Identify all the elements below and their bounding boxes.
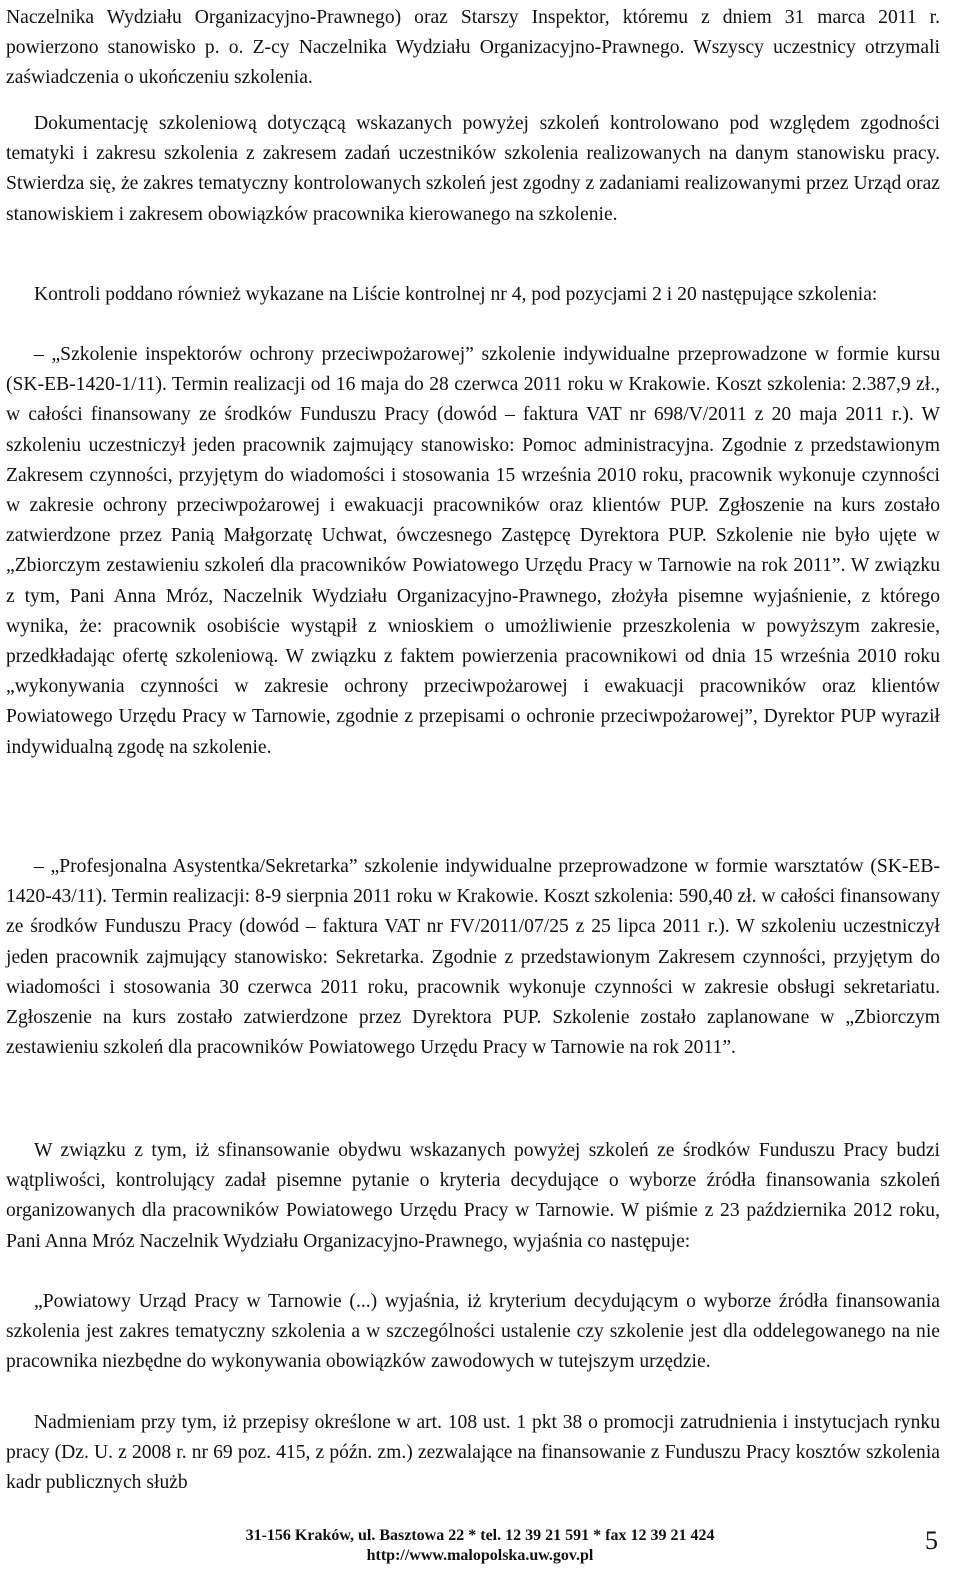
- page-footer: [0, 1526, 960, 1566]
- footer-url[interactable]: http://www.malopolska.uw.gov.pl: [366, 1547, 594, 1564]
- paragraph-quoted-explanation: „Powiatowy Urząd Pracy w Tarnowie (...) wyjaśnia, iż kryterium decydującym o wyborze źródła finansowania szkolenia jest zakres tematyczny szkolenia a w szczególności ustalenie czy szkolenie jest dla oddelegowanego na nie pracownika niezbędne do wykonywania obowiązków zawodowych w tutejszym urzędzie.: [6, 1291, 940, 1373]
- paragraph-training-documentation: Dokumentację szkoleniową dotyczącą wskazanych powyżej szkoleń kontrolowano pod względem zgodności tematyki i zakresu szkolenia z zakresem zadań uczestników szkolenia realizowanych na danym stanowisku pracy. Stwierdza się, że zakres tematyczny kontrolowanych szkoleń jest zgodny z zadaniami realizowanymi przez Urząd oraz stanowiskiem i zakresem obowiązków pracownika kierowanego na szkolenie.: [6, 113, 940, 225]
- footer-address: 31-156 Kraków, ul. Basztowa 22 * tel. 12 39 21 591 * fax 12 39 21 424: [245, 1527, 715, 1544]
- paragraph-continuation: Naczelnika Wydziału Organizacyjno-Prawnego) oraz Starszy Inspektor, któremu z dniem 31 marca 2011 r. powierzono stanowisko p. o. Z-cy Naczelnika Wydziału Organizacyjno-Prawnego. Wszyscy uczestnicy otrzymali zaświadczenia o ukończeniu szkolenia.: [6, 7, 940, 89]
- paragraph-secretary-training: – „Profesjonalna Asystentka/Sekretarka” szkolenie indywidualne przeprowadzone w formie warsztatów (SK-EB-1420-43/11). Termin realizacji: 8-9 sierpnia 2011 roku w Krakowie. Koszt szkolenia: 590,40 zł. w całości finansowany ze środków Funduszu Pracy (dowód – faktura VAT nr FV/2011/07/25 z 25 lipca 2011 r.). W szkoleniu uczestniczył jeden pracownik zajmujący stanowisko: Sekretarka. Zgodnie z przedstawionym Zakresem czynności, przyjętym do wiadomości i stosowania 30 czerwca 2011 roku, pracownik wykonuje czynności w zakresie obsługi sekretariatu. Zgłoszenie na kurs zostało zatwierdzone przez Dyrektora PUP. Szkolenie zostało zaplanowane w „Zbiorczym zestawieniu szkoleń dla pracowników Powiatowego Urzędu Pracy w Tarnowie na rok 2011”.: [6, 856, 940, 1059]
- paragraph-financing-question: W związku z tym, iż sfinansowanie obydwu wskazanych powyżej szkoleń ze środków Funduszu Pracy budzi wątpliwości, kontrolujący zadał pisemne pytanie o kryteria decydujące o wyborze źródła finansowania szkoleń organizowanych dla pracowników Powiatowego Urzędu Pracy w Tarnowie. W piśmie z 23 października 2012 roku, Pani Anna Mróz Naczelnik Wydziału Organizacyjno-Prawnego, wyjaśnia co następuje:: [6, 1140, 940, 1252]
- page-number: 5: [925, 1526, 938, 1555]
- paragraph-fire-safety-training: – „Szkolenie inspektorów ochrony przeciwpożarowej” szkolenie indywidualne przeprowadzone w formie kursu (SK-EB-1420-1/11). Termin realizacji od 16 maja do 28 czerwca 2011 roku w Krakowie. Koszt szkolenia: 2.387,9 zł., w całości finansowany ze środków Funduszu Pracy (dowód – faktura VAT nr 698/V/2011 z 20 maja 2011 r.). W szkoleniu uczestniczył jeden pracownik zajmujący stanowisko: Pomoc administracyjna. Zgodnie z przedstawionym Zakresem czynności, przyjętym do wiadomości i stosowania 15 września 2010 roku, pracownik wykonuje czynności w zakresie ochrony przeciwpożarowej i ewakuacji pracowników oraz klientów PUP. Zgłoszenie na kurs zostało zatwierdzone przez Panią Małgorzatę Uchwat, ówczesnego Zastępcę Dyrektora PUP. Szkolenie nie było ujęte w „Zbiorczym zestawieniu szkoleń dla pracowników Powiatowego Urzędu Pracy w Tarnowie na rok 2011”. W związku z tym, Pani Anna Mróz, Naczelnik Wydziału Organizacyjno-Prawnego, złożyła pisemne wyjaśnienie, z którego wynika, że: pracownik osobiście wystąpił z wnioskiem o umożliwienie przeszkolenia w powyższym zakresie, przedkładając ofertę szkoleniową. W związku z faktem powierzenia pracownikowi od dnia 15 września 2010 roku „wykonywania czynności w zakresie ochrony przeciwpożarowej i ewakuacji pracowników oraz klientów Powiatowego Urzędu Pracy w Tarnowie, zgodnie z przepisami o ochronie przeciwpożarowej”, Dyrektor PUP wyraził indywidualną zgodę na szkolenie.: [6, 344, 940, 758]
- paragraph-legal-note: Nadmieniam przy tym, iż przepisy określone w art. 108 ust. 1 pkt 38 o promocji zatrudnienia i instytucjach rynku pracy (Dz. U. z 2008 r. nr 69 poz. 415, z późn. zm.) zezwalające na finansowanie z Funduszu Pracy kosztów szkolenia kadr publicznych służb: [6, 1412, 940, 1494]
- paragraph-control-list: Kontroli poddano również wykazane na Liście kontrolnej nr 4, pod pozycjami 2 i 20 następujące szkolenia:: [34, 284, 878, 305]
